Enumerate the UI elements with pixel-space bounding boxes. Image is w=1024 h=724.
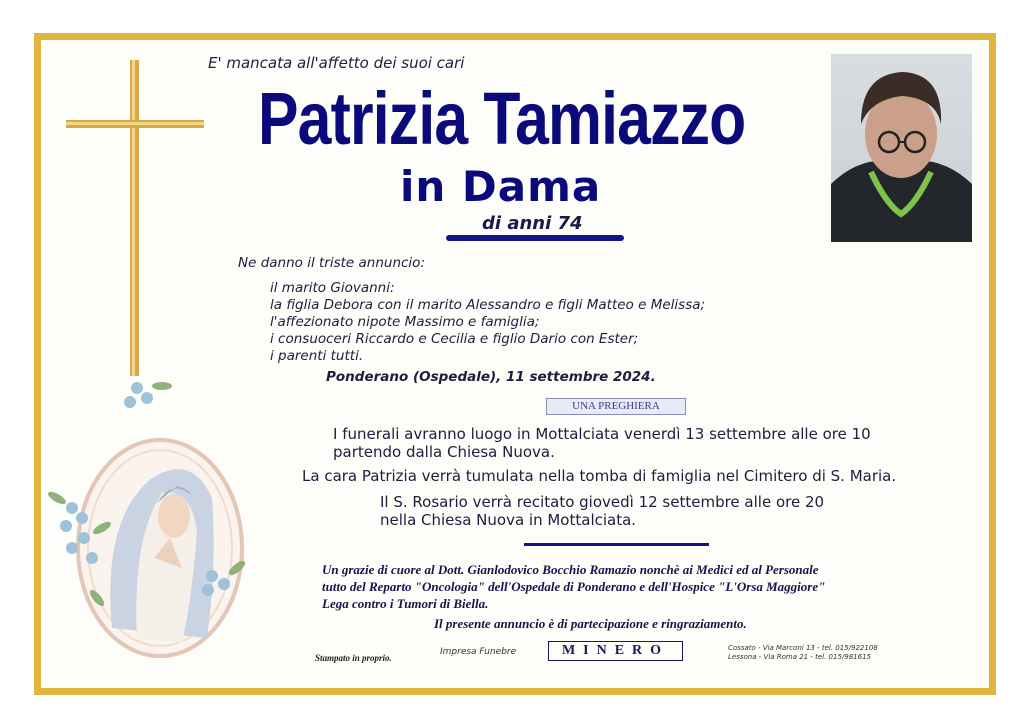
mourner-line: l'affezionato nipote Massimo e famiglia; [270, 314, 540, 330]
thanks-line: Un grazie di cuore al Dott. Gianlodovico Bocchio Ramazio nonchè ai Medici ed al Personale [322, 562, 819, 577]
thanks-text [322, 561, 825, 612]
agency-address [728, 644, 878, 662]
mourners-list [270, 280, 705, 365]
deceased-name: Patrizia Tamiazzo [258, 77, 746, 160]
rosary-line: nella Chiesa Nuova in Mottalciata. [380, 511, 637, 529]
rosary-info [380, 493, 824, 529]
address-line: Lessona - Via Roma 21 - tel. 015/981615 [728, 653, 871, 661]
prayer-button[interactable]: UNA PREGHIERA [546, 398, 686, 415]
funeral-line: partendo dalla Chiesa Nuova. [333, 443, 555, 461]
portrait-photo [831, 54, 972, 242]
participation-text: Il presente annuncio è di partecipazione e ringraziamento. [434, 616, 747, 631]
intro-text: E' mancata all'affetto dei suoi cari [208, 54, 465, 72]
printed-note: Stampato in proprio. [315, 653, 392, 663]
married-name: in Dama [400, 162, 602, 211]
agency-logo: MINERO [548, 641, 683, 661]
funeral-info [333, 425, 871, 461]
agency-label: Impresa Funebre [440, 647, 517, 657]
madonna-illustration [42, 368, 264, 668]
address-line: Cossato - Via Marconi 13 - tel. 015/922108 [728, 644, 878, 652]
age-text: di anni 74 [482, 213, 583, 234]
mourner-line: la figlia Debora con il marito Alessandro e figli Matteo e Melissa; [270, 297, 706, 313]
mourner-line: il marito Giovanni: [270, 280, 395, 296]
thanks-line: tutto del Reparto "Oncologia" dell'Ospedale di Ponderano e dell'Hospice "L'Orsa Maggiore" [322, 579, 826, 594]
thanks-line: Lega contro i Tumori di Biella. [322, 596, 489, 611]
mourner-line: i consuoceri Riccardo e Cecilia e figlio Dario con Ester; [270, 331, 639, 347]
announce-heading: Ne danno il triste annuncio: [238, 255, 425, 271]
cross-icon [64, 58, 209, 378]
name-underline [446, 235, 624, 241]
section-divider [524, 543, 709, 546]
rosary-line: Il S. Rosario verrà recitato giovedì 12 settembre alle ore 20 [380, 493, 825, 511]
funeral-line: I funerali avranno luogo in Mottalciata venerdì 13 settembre alle ore 10 [333, 425, 871, 443]
burial-info: La cara Patrizia verrà tumulata nella tomba di famiglia nel Cimitero di S. Maria. [302, 467, 897, 485]
mourner-line: i parenti tutti. [270, 348, 364, 364]
place-date: Ponderano (Ospedale), 11 settembre 2024. [326, 369, 656, 385]
